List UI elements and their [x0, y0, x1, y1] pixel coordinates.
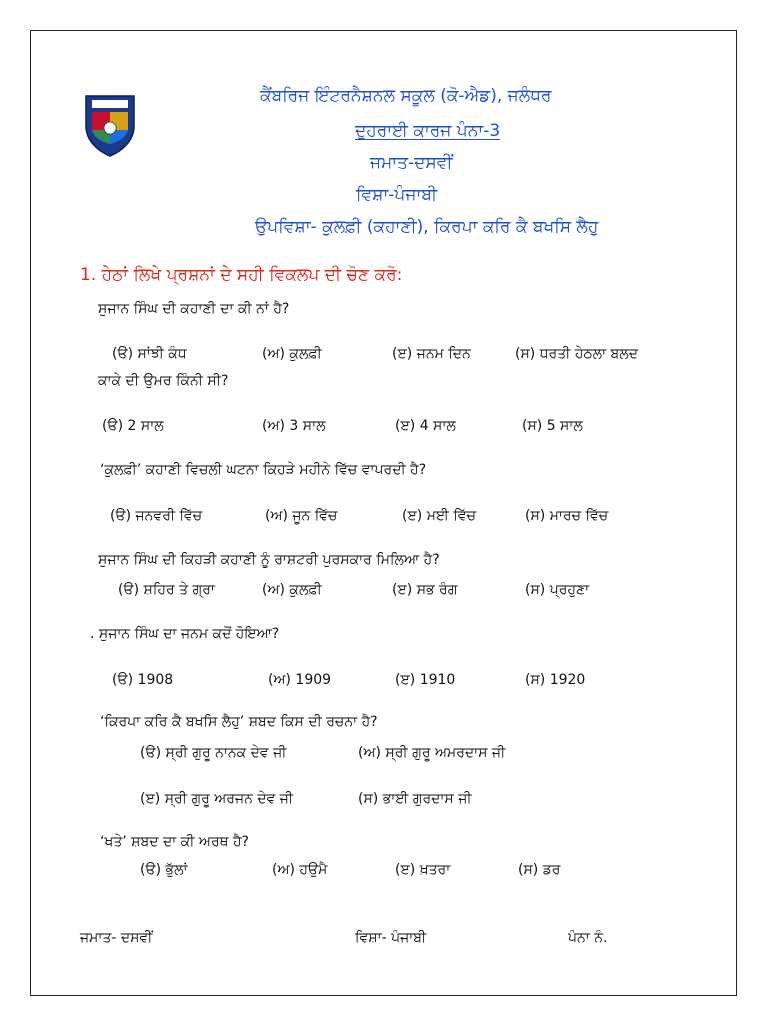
q5-option-a: (ੳ) 1908 — [112, 672, 174, 688]
q2-option-b: (ਅ) 3 ਸਾਲ — [262, 418, 326, 434]
q1-option-c: (ੲ) ਜਨਮ ਦਿਨ — [392, 346, 471, 362]
question-3: ‘ਕੁਲਫ਼ੀ’ ਕਹਾਣੀ ਵਿਚਲੀ ਘਟਨਾ ਕਿਹੜੇ ਮਹੀਨੇ ਵਿੱਚ ਵਾਪਰਦੀ ਹੈ? — [100, 462, 427, 478]
school-crest-icon — [80, 90, 140, 158]
subject-title: ਵਿਸ਼ਾ-ਪੰਜਾਬੀ — [356, 185, 438, 205]
question-2: ਕਾਕੇ ਦੀ ਉਮਰ ਕਿੰਨੀ ਸੀ? — [98, 373, 229, 389]
question-5: . ਸੁਜਾਨ ਸਿੰਘ ਦਾ ਜਨਮ ਕਦੋਂ ਹੋਇਆ? — [90, 626, 280, 642]
q4-option-d: (ਸ) ਪ੍ਰਹੁਣਾ — [525, 582, 590, 598]
q2-option-c: (ੲ) 4 ਸਾਲ — [395, 418, 456, 434]
q7-option-d: (ਸ) ਡਰ — [518, 862, 561, 878]
q4-option-b: (ਅ) ਕੁਲਫ਼ੀ — [262, 582, 322, 598]
q6-option-a: (ੳ) ਸ੍ਰੀ ਗੁਰੂ ਨਾਨਕ ਦੇਵ ਜੀ — [140, 745, 287, 761]
q5-option-c: (ੲ) 1910 — [395, 672, 456, 688]
school-name: ਕੈਂਬਰਿਜ ਇੰਟਰਨੈਸ਼ਨਲ ਸਕੂਲ (ਕੋ-ਐਡ), ਜਲੰਧਰ — [260, 86, 552, 106]
q3-option-b: (ਅ) ਜੂਨ ਵਿੱਚ — [265, 508, 338, 524]
question-4: ਸੁਜਾਨ ਸਿੰਘ ਦੀ ਕਿਹੜੀ ਕਹਾਣੀ ਨੂੰ ਰਾਸ਼ਟਰੀ ਪੁਰਸਕਾਰ ਮਿਲਿਆ ਹੈ? — [98, 552, 440, 568]
question-1: ਸੁਜਾਨ ਸਿੰਘ ਦੀ ਕਹਾਣੀ ਦਾ ਕੀ ਨਾਂ ਹੈ? — [98, 301, 290, 317]
q3-option-a: (ੳ) ਜਨਵਰੀ ਵਿੱਚ — [110, 508, 203, 524]
q2-option-d: (ਸ) 5 ਸਾਲ — [522, 418, 583, 434]
class-title: ਜਮਾਤ-ਦਸਵੀਂ — [370, 153, 453, 173]
q6-option-b: (ਅ) ਸ੍ਰੀ ਗੁਰੂ ਅਮਰਦਾਸ ਜੀ — [358, 745, 506, 761]
q6-option-d: (ਸ) ਭਾਈ ਗੁਰਦਾਸ ਜੀ — [358, 791, 472, 807]
q6-option-c: (ੲ) ਸ੍ਰੀ ਗੁਰੂ ਅਰਜਨ ਦੇਵ ਜੀ — [140, 791, 294, 807]
q5-option-d: (ਸ) 1920 — [525, 672, 586, 688]
q7-option-a: (ੳ) ਭੁੱਲਾਂ — [140, 862, 188, 878]
q5-option-b: (ਅ) 1909 — [268, 672, 332, 688]
q3-option-c: (ੲ) ਮਈ ਵਿੱਚ — [402, 508, 477, 524]
q1-option-a: (ੳ) ਸਾਂਝੀ ਕੰਧ — [112, 346, 187, 362]
q1-option-b: (ਅ) ਕੁਲਫ਼ੀ — [262, 346, 322, 362]
q4-option-c: (ੲ) ਸਭ ਰੰਗ — [392, 582, 458, 598]
q7-option-b: (ਅ) ਹਉਮੈ — [272, 862, 328, 878]
q7-option-c: (ੲ) ਖ਼ਤਰਾ — [395, 862, 451, 878]
q4-option-a: (ੳ) ਸ਼ਹਿਰ ਤੇ ਗ੍ਰਾ — [118, 582, 215, 598]
q2-option-a: (ੳ) 2 ਸਾਲ — [102, 418, 164, 434]
q3-option-d: (ਸ) ਮਾਰਚ ਵਿੱਚ — [525, 508, 609, 524]
question-6: ‘ਕਿਰਪਾ ਕਰਿ ਕੈ ਬਖਸਿ ਲੈਹੁ’ ਸ਼ਬਦ ਕਿਸ ਦੀ ਰਚਨਾ ਹੈ? — [100, 714, 378, 730]
footer-class: ਜਮਾਤ- ਦਸਵੀਂ — [80, 930, 153, 946]
question-7: ‘ਖਤੇ’ ਸ਼ਬਦ ਦਾ ਕੀ ਅਰਥ ਹੈ? — [100, 834, 249, 850]
worksheet-title: ਦੁਹਰਾਈ ਕਾਰਜ ਪੰਨਾ-3 — [355, 121, 501, 141]
subtopic-title: ਉਪਵਿਸ਼ਾ- ਕੁਲਫ਼ੀ (ਕਹਾਣੀ), ਕਿਰਪਾ ਕਰਿ ਕੈ ਬਖਸਿ ਲੈਹੁ — [255, 217, 599, 237]
q1-option-d: (ਸ) ਧਰਤੀ ਹੇਠਲਾ ਬਲਦ — [515, 346, 639, 362]
footer-subject: ਵਿਸ਼ਾ- ਪੰਜਾਬੀ — [355, 930, 427, 946]
section-heading: 1. ਹੇਠਾਂ ਲਿਖੇ ਪ੍ਰਸ਼ਨਾਂ ਦੇ ਸਹੀ ਵਿਕਲਪ ਦੀ ਚੋਣ ਕਰੋ: — [80, 265, 403, 285]
footer-page: ਪੰਨਾ ਨੰ. — [568, 930, 608, 946]
